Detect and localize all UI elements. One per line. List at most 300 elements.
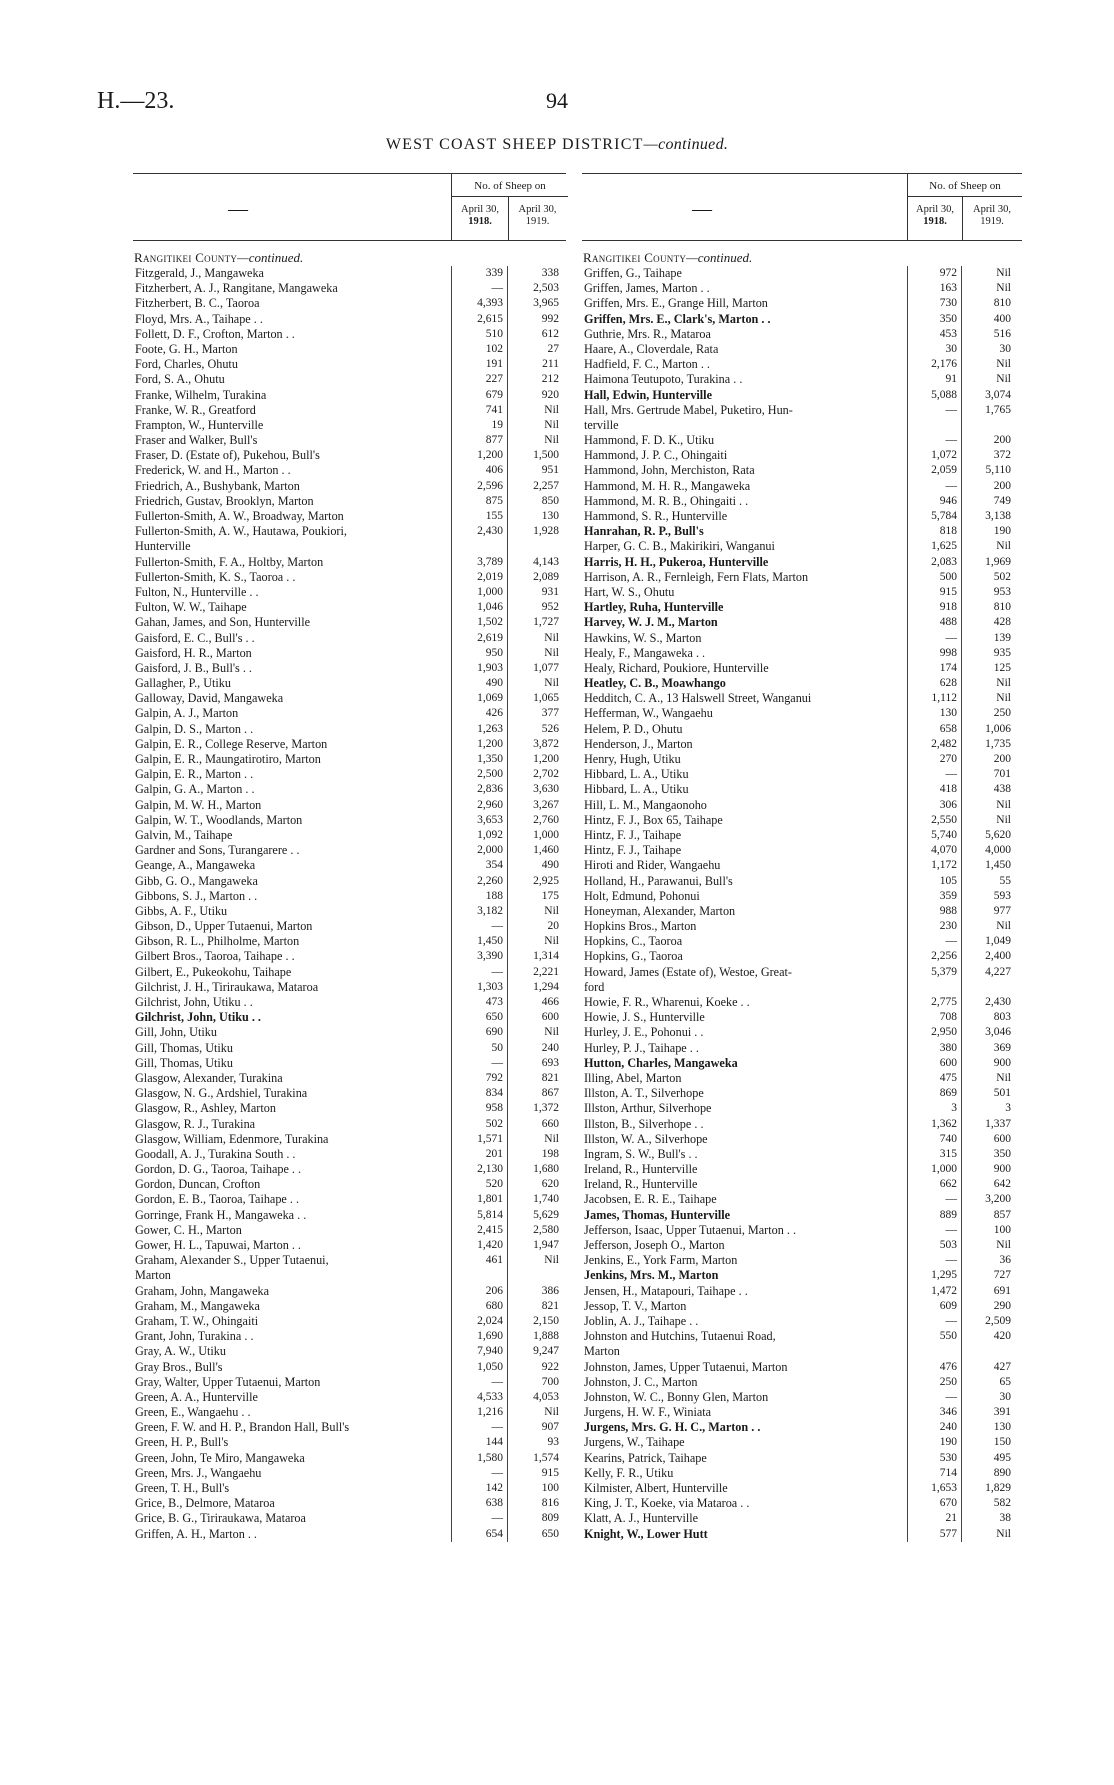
sheep-1918: 658 [939, 722, 957, 735]
table-row [582, 1177, 1022, 1192]
table-row [582, 1511, 1022, 1526]
sheep-1918: 3 [951, 1102, 957, 1115]
table-row [133, 388, 566, 403]
sheep-1918: 550 [939, 1330, 957, 1343]
table-row [133, 266, 566, 281]
sheep-1919: 502 [993, 570, 1011, 583]
sheep-1918: 5,784 [931, 510, 957, 522]
sheep-1918: 473 [485, 996, 503, 1008]
owner-name: Fulton, W. W., Taihape [135, 600, 247, 615]
owner-name: Green, F. W. and H. P., Brandon Hall, Bull's [135, 1420, 350, 1435]
sheep-1918: — [491, 1466, 503, 1479]
table-row [582, 585, 1022, 600]
right-table-header [582, 173, 1022, 241]
table-row [582, 1253, 1022, 1268]
owner-name: Gilbert, E., Pukeokohu, Taihape [135, 964, 292, 979]
table-row [582, 266, 1022, 281]
owner-name: Frederick, W. and H., Marton . . [135, 463, 291, 478]
sheep-1919: 290 [993, 1299, 1011, 1312]
table-row [133, 874, 566, 889]
sheep-1919: Nil [544, 935, 559, 948]
sheep-1919: Nil [544, 418, 559, 431]
sheep-1919: 5,629 [533, 1208, 559, 1221]
sheep-1919: 951 [541, 464, 559, 477]
sheep-1919: 198 [541, 1147, 559, 1160]
sheep-1919: 200 [993, 434, 1011, 447]
table-row [582, 555, 1022, 570]
sheep-1918: — [945, 1390, 957, 1403]
table-row [582, 919, 1022, 934]
table-row [582, 1117, 1022, 1132]
sheep-1918: 426 [485, 707, 503, 720]
owner-name: Galpin, W. T., Woodlands, Marton [135, 812, 303, 827]
owner-name: Hibbard, L. A., Utiku [584, 782, 689, 797]
owner-name: Glasgow, R., Ashley, Marton [135, 1101, 276, 1116]
sheep-1918: 946 [939, 494, 957, 507]
table-row [133, 418, 566, 433]
sheep-1918: 1,069 [477, 692, 503, 705]
sheep-1918: 1,092 [477, 828, 503, 841]
sheep-1918: — [945, 631, 957, 644]
sheep-1919: 810 [993, 601, 1011, 614]
owner-name: Galloway, David, Mangaweka [135, 691, 284, 706]
table-row [133, 934, 566, 949]
sheep-1919: 2,702 [533, 768, 559, 781]
owner-name: Green, T. H., Bull's [135, 1481, 230, 1495]
sheep-1918: 792 [485, 1071, 503, 1084]
sheep-1918: 503 [939, 1239, 957, 1251]
table-row [582, 1086, 1022, 1101]
name-column-dash: — [228, 198, 248, 220]
right-rows [582, 266, 1022, 1542]
sheep-1918: 818 [939, 525, 957, 538]
sheep-1918: 2,059 [931, 464, 957, 477]
table-row [582, 1041, 1022, 1056]
sheep-1918: 2,960 [477, 798, 503, 811]
owner-name: Hutton, Charles, Mangaweka [584, 1055, 738, 1070]
sheep-1918: 740 [939, 1132, 957, 1145]
owner-name: Gray Bros., Bull's [135, 1359, 223, 1374]
table-row [582, 874, 1022, 889]
owner-name: Friedrich, A., Bushybank, Marton [135, 478, 300, 493]
sheep-1918: 3,653 [477, 813, 503, 826]
sheep-1918: 877 [485, 434, 503, 447]
sheep-1918: 174 [939, 661, 957, 674]
table-row [582, 965, 1022, 980]
owner-name: Gibson, R. L., Philholme, Marton [135, 934, 300, 949]
owner-name: Ford, Charles, Ohutu [135, 357, 238, 372]
sheep-1918: 741 [485, 403, 503, 416]
section-name: Rangitikei County [134, 250, 238, 265]
owner-name: Haare, A., Cloverdale, Rata [584, 341, 719, 356]
table-row [133, 1056, 566, 1071]
sheep-1919: 3,138 [985, 510, 1011, 522]
table-row [133, 1025, 566, 1040]
table-row [133, 357, 566, 372]
sheep-1918: 1,362 [931, 1117, 957, 1130]
sheep-1919: 5,620 [985, 828, 1011, 841]
table-row [133, 1511, 566, 1526]
sheep-1918: 4,393 [477, 297, 503, 310]
owner-name: Holt, Edmund, Pohonui [584, 888, 700, 903]
sheep-1919: 386 [541, 1284, 559, 1297]
sheep-1919: Nil [996, 282, 1011, 295]
sheep-1918: 5,814 [477, 1208, 503, 1221]
sheep-1918: 488 [939, 616, 957, 629]
owner-name: Griffen, Mrs. E., Clark's, Marton . . [584, 311, 771, 326]
owner-name: Gray, A. W., Utiku [135, 1344, 226, 1359]
table-row [582, 1435, 1022, 1450]
owner-name: Gower, H. L., Tapuwai, Marton . . [135, 1238, 301, 1252]
table-row [133, 1375, 566, 1390]
table-row [133, 965, 566, 980]
owner-name: Ford, S. A., Ohutu [135, 372, 225, 387]
left-section-title [133, 249, 566, 266]
table-row [582, 1496, 1022, 1511]
table-row [582, 1466, 1022, 1481]
sheep-1918: 19 [491, 418, 503, 431]
sheep-1919: Nil [996, 1527, 1011, 1540]
table-row [582, 889, 1022, 904]
table-row [582, 631, 1022, 646]
sheep-1919: 1,006 [985, 722, 1011, 735]
sheep-1918: 1,046 [477, 601, 503, 614]
owner-name: Illston, B., Silverhope . . [584, 1116, 704, 1131]
sheep-1918: 1,450 [477, 935, 503, 948]
sheep-1918: — [491, 965, 503, 978]
table-row [582, 509, 1022, 524]
table-row [582, 1132, 1022, 1147]
sheep-1918: — [945, 1254, 957, 1267]
sheep-1918: 2,950 [931, 1026, 957, 1039]
sheep-1918: 418 [939, 783, 957, 796]
owner-name: Franke, Wilhelm, Turakina [135, 387, 267, 402]
table-row [582, 1147, 1022, 1162]
sheep-1918: 5,740 [931, 828, 957, 841]
sheep-1918: — [945, 768, 957, 781]
sheep-1918: 1,072 [931, 449, 957, 462]
sheep-1919: 4,227 [985, 965, 1011, 978]
owner-name: Gaisford, E. C., Bull's . . [135, 630, 255, 645]
owner-name: Gorringe, Frank H., Mangaweka . . [135, 1207, 307, 1222]
sheep-count-label: No. of Sheep on [474, 180, 546, 192]
table-row [582, 372, 1022, 387]
owner-name: Hall, Mrs. Gertrude Mabel, Puketiro, Hun- [584, 402, 793, 417]
table-row [133, 1238, 566, 1253]
sheep-1919: 427 [993, 1360, 1011, 1373]
sheep-1919: 3,630 [533, 783, 559, 796]
table-row [133, 1010, 566, 1025]
sheep-1919: 1,372 [533, 1102, 559, 1115]
table-row [133, 296, 566, 311]
owner-name: Griffen, A. H., Marton . . [135, 1526, 257, 1541]
table-row [133, 1147, 566, 1162]
sheep-1918: 1,216 [477, 1406, 503, 1419]
owner-name: Marton [584, 1344, 620, 1359]
table-row [582, 1208, 1022, 1223]
sheep-1919: 2,509 [985, 1314, 1011, 1327]
col1-line2: 1918. [923, 216, 947, 227]
owner-name: Jurgens, Mrs. G. H. C., Marton . . [584, 1420, 761, 1435]
table-row [133, 919, 566, 934]
sheep-1918: 270 [939, 753, 957, 765]
owner-name: Griffen, James, Marton . . [584, 281, 710, 296]
sheep-1919: 1,735 [985, 737, 1011, 750]
table-row [133, 509, 566, 524]
table-row [133, 1192, 566, 1207]
owner-name: Green, E., Wangaehu . . [135, 1405, 251, 1420]
table-row [582, 1299, 1022, 1314]
table-row [133, 615, 566, 630]
sheep-1919: 1,727 [533, 616, 559, 629]
owner-name: Glasgow, R. J., Turakina [135, 1116, 256, 1131]
table-row [133, 448, 566, 463]
sheep-1918: 190 [939, 1436, 957, 1449]
owner-name: Graham, Alexander S., Upper Tutaenui, [135, 1253, 329, 1268]
sheep-1919: 130 [993, 1421, 1011, 1434]
sheep-1919: 377 [541, 707, 559, 720]
table-row [582, 752, 1022, 767]
owner-name: Hurley, P. J., Taihape . . [584, 1040, 699, 1055]
table-row [133, 631, 566, 646]
sheep-1918: 628 [939, 677, 957, 690]
sheep-1918: — [945, 1193, 957, 1206]
table-row [133, 737, 566, 752]
sheep-1919: 701 [993, 768, 1011, 781]
table-row [133, 767, 566, 782]
sheep-1918: 1,420 [477, 1239, 503, 1251]
table-row [582, 600, 1022, 615]
owner-name: Fullerton-Smith, A. W., Broadway, Marton [135, 509, 344, 523]
owner-name: Gallagher, P., Utiku [135, 676, 231, 691]
table-row [133, 585, 566, 600]
sheep-1919: 693 [541, 1056, 559, 1069]
sheep-1918: 530 [939, 1451, 957, 1464]
sheep-1918: 988 [939, 904, 957, 917]
owner-name: Hadfield, F. C., Marton . . [584, 357, 710, 372]
owner-name: Honeyman, Alexander, Marton [584, 903, 736, 918]
sheep-1918: 510 [485, 327, 503, 340]
owner-name: Illing, Abel, Marton [584, 1070, 682, 1085]
sheep-1918: 1,580 [477, 1451, 503, 1464]
owner-name: Grice, B. G., Tiriraukawa, Mataroa [135, 1511, 306, 1526]
sheep-1919: 821 [541, 1299, 559, 1312]
owner-name: Galvin, M., Taihape [135, 827, 233, 842]
sheep-1919: 211 [542, 358, 559, 371]
table-row [582, 327, 1022, 342]
owner-name: Jurgens, W., Taihape [584, 1435, 685, 1450]
owner-name: Green, John, Te Miro, Mangaweka [135, 1450, 305, 1465]
sheep-1918: 2,415 [477, 1223, 503, 1236]
sheep-1919: 495 [993, 1451, 1011, 1464]
table-row [133, 676, 566, 691]
table-row [582, 524, 1022, 539]
sheep-1919: 27 [547, 342, 559, 355]
table-row [582, 418, 1022, 433]
table-row [133, 782, 566, 797]
sheep-1919: 890 [993, 1466, 1011, 1479]
owner-name: Gibbons, S. J., Marton . . [135, 888, 258, 903]
sheep-1919: 922 [541, 1360, 559, 1373]
table-row [582, 706, 1022, 721]
table-row [133, 1299, 566, 1314]
table-row [133, 327, 566, 342]
sheep-1918: 346 [939, 1406, 957, 1419]
sheep-1918: 475 [939, 1071, 957, 1084]
col2-line1: April 30, [973, 204, 1011, 215]
section-name: Rangitikei County [583, 250, 687, 265]
sheep-1919: 2,925 [533, 874, 559, 887]
sheep-1918: 950 [485, 646, 503, 659]
owner-name: Guthrie, Mrs. R., Mataroa [584, 326, 711, 341]
owner-name: Illston, W. A., Silverhope [584, 1131, 708, 1146]
sheep-1919: 4,053 [533, 1390, 559, 1403]
sheep-1919: 400 [993, 312, 1011, 325]
table-row [582, 1162, 1022, 1177]
sheep-1919: 620 [541, 1178, 559, 1191]
sheep-1918: 1,112 [931, 692, 957, 705]
sheep-1919: 857 [993, 1208, 1011, 1221]
sheep-1919: 438 [993, 783, 1011, 796]
sheep-1918: 1,295 [931, 1269, 957, 1282]
sheep-1918: 889 [939, 1208, 957, 1221]
owner-name: Glasgow, William, Edenmore, Turakina [135, 1131, 329, 1146]
sheep-1919: 612 [541, 327, 559, 340]
sheep-1919: 516 [993, 327, 1011, 340]
table-row [582, 539, 1022, 554]
sheep-1918: 240 [939, 1421, 957, 1434]
owner-name: Follett, D. F., Crofton, Marton . . [135, 326, 295, 341]
table-row [133, 1344, 566, 1359]
owner-name: Marton [135, 1268, 171, 1283]
table-row [582, 722, 1022, 737]
sheep-1918: 1,000 [477, 585, 503, 598]
sheep-1918: 130 [939, 707, 957, 720]
table-row [582, 312, 1022, 327]
owner-name: Gill, Thomas, Utiku [135, 1055, 233, 1070]
table-row [582, 934, 1022, 949]
sheep-1919: Nil [544, 904, 559, 917]
sheep-1918: 670 [939, 1497, 957, 1510]
table-row [582, 342, 1022, 357]
sheep-1919: 212 [541, 373, 559, 386]
sheep-1919: 642 [993, 1178, 1011, 1191]
sheep-1919: Nil [544, 403, 559, 416]
owner-name: Fitzgerald, J., Mangaweka [135, 266, 264, 280]
owner-name: Kelly, F. R., Utiku [584, 1465, 674, 1480]
table-row [133, 1329, 566, 1344]
owner-name: Graham, T. W., Ohingaiti [135, 1313, 259, 1328]
table-row [582, 357, 1022, 372]
table-row [133, 1390, 566, 1405]
table-row [582, 1056, 1022, 1071]
sheep-1918: 105 [939, 874, 957, 887]
owner-name: Gilchrist, John, Utiku . . [135, 995, 253, 1009]
sheep-1919: 1,077 [533, 661, 559, 674]
table-row [133, 1101, 566, 1116]
owner-name: Gaisford, J. B., Bull's . . [135, 660, 252, 675]
table-row [133, 372, 566, 387]
sheep-1919: 1,680 [533, 1163, 559, 1176]
sheep-1919: Nil [544, 434, 559, 447]
sheep-1918: 1,903 [477, 661, 503, 674]
sheep-1919: 1,065 [533, 692, 559, 705]
sheep-1919: 953 [993, 585, 1011, 598]
owner-name: Friedrich, Gustav, Brooklyn, Marton [135, 493, 314, 508]
sheep-1918: 2,775 [931, 996, 957, 1008]
owner-name: Frampton, W., Hunterville [135, 417, 264, 432]
table-row [582, 281, 1022, 296]
table-row [133, 1435, 566, 1450]
table-row [133, 1527, 566, 1542]
table-row [133, 995, 566, 1010]
owner-name: Kilmister, Albert, Hunterville [584, 1481, 728, 1495]
sheep-1919: 915 [541, 1466, 559, 1479]
sheep-1918: 680 [485, 1299, 503, 1312]
table-row [133, 342, 566, 357]
col2-line1: April 30, [518, 204, 557, 215]
owner-name: Hopkins, G., Taoroa [584, 949, 683, 964]
owner-name: Hopkins Bros., Marton [584, 919, 697, 934]
sheep-1919: 30 [999, 342, 1011, 355]
sheep-1918: 2,260 [477, 874, 503, 887]
owner-name: Graham, M., Mangaweka [135, 1298, 260, 1313]
table-row [582, 1071, 1022, 1086]
sheep-1918: 350 [939, 312, 957, 325]
table-row [133, 570, 566, 585]
owner-name: Hammond, F. D. K., Utiku [584, 433, 715, 448]
owner-name: Hintz, F. J., Taihape [584, 843, 682, 858]
sheep-1918: 875 [485, 494, 503, 507]
sheep-1918: 2,500 [477, 768, 503, 781]
sheep-1919: Nil [996, 677, 1011, 690]
column-rule [451, 266, 452, 1542]
sheep-1918: 500 [939, 570, 957, 583]
owner-name: Gahan, James, and Son, Hunterville [135, 615, 310, 630]
sheep-1919: 3 [1005, 1102, 1011, 1115]
table-row [133, 1420, 566, 1435]
heading-title: WEST COAST SHEEP DISTRICT [385, 136, 644, 153]
sheep-1918: 1,000 [931, 1163, 957, 1176]
owner-name: Healy, Richard, Poukiore, Hunterville [584, 660, 769, 675]
sheep-1919: 338 [541, 267, 559, 279]
table-row [582, 1527, 1022, 1542]
sheep-1918: 144 [485, 1436, 503, 1449]
owner-name: Harper, G. C. B., Makirikiri, Wanganui [584, 539, 775, 554]
sheep-1918: 155 [485, 510, 503, 522]
owner-name: Griffen, Mrs. E., Grange Hill, Marton [584, 296, 768, 311]
sheep-1918: 2,024 [477, 1314, 503, 1327]
owner-name: Jenkins, Mrs. M., Marton [584, 1268, 719, 1283]
owner-name: Fitzherbert, B. C., Taoroa [135, 296, 260, 311]
table-row [133, 949, 566, 964]
sheep-1918: 2,130 [477, 1163, 503, 1176]
sheep-1918: 1,303 [477, 980, 503, 993]
sheep-1919: 1,337 [985, 1117, 1011, 1130]
table-row [582, 1451, 1022, 1466]
owner-name: Gower, C. H., Marton [135, 1222, 242, 1237]
sheep-1919: Nil [996, 1239, 1011, 1251]
sheep-1919: Nil [996, 373, 1011, 386]
owner-name: Harvey, W. J. M., Marton [584, 615, 718, 630]
sheep-1919: Nil [996, 920, 1011, 933]
left-rows [133, 266, 566, 1542]
owner-name: Galpin, E. R., College Reserve, Marton [135, 736, 328, 751]
table-row [582, 904, 1022, 919]
owner-name: Galpin, M. W. H., Marton [135, 797, 262, 812]
sheep-1918: 2,615 [477, 312, 503, 325]
sheep-1919: 490 [541, 859, 559, 872]
